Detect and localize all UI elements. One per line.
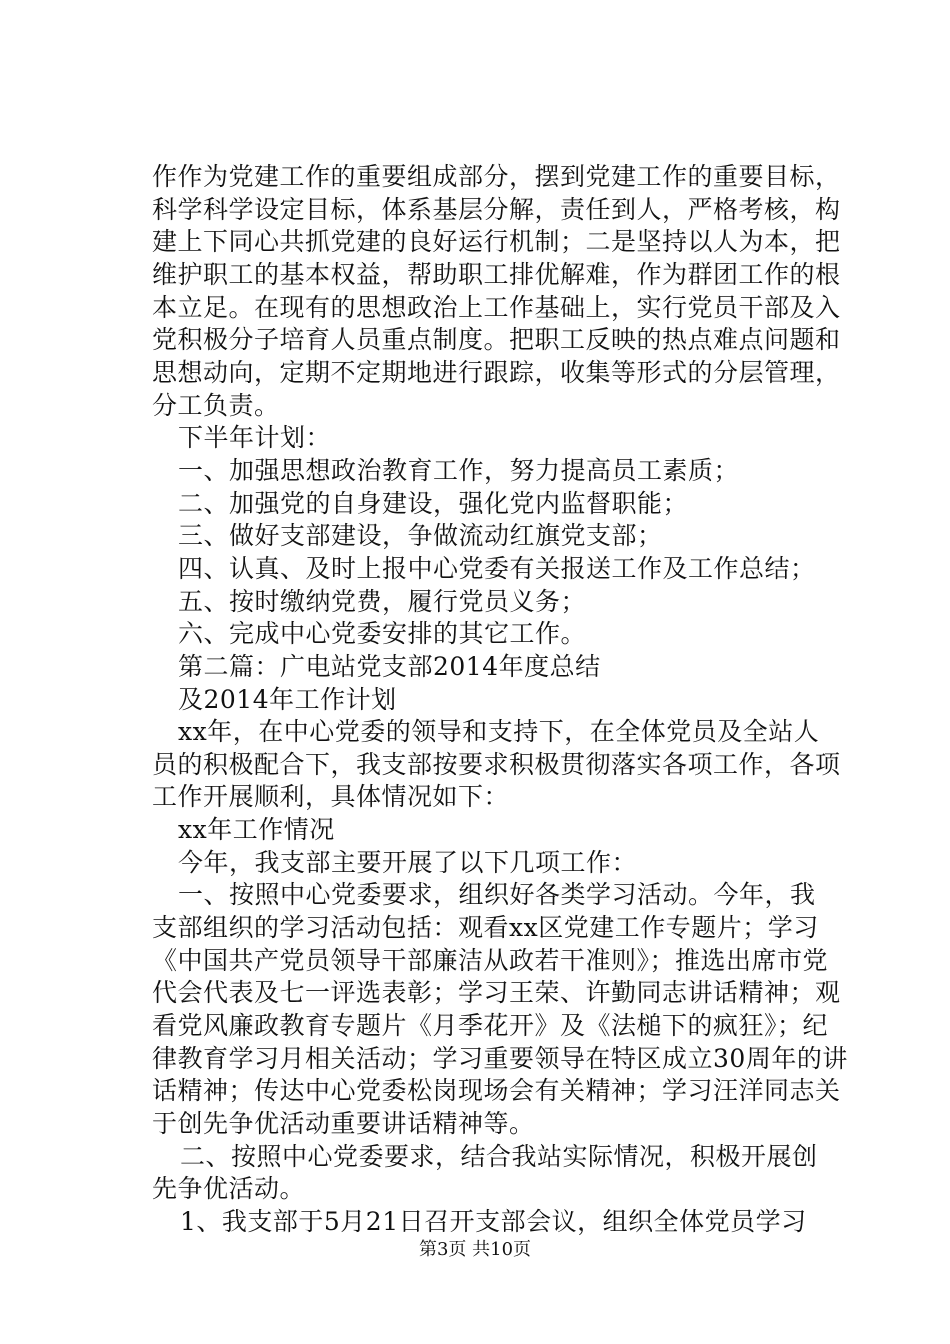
text-line: 作作为党建工作的重要组成部分，摆到党建工作的重要目标， bbox=[152, 162, 841, 191]
text-line: 本立足。在现有的思想政治上工作基础上，实行党员干部及入 bbox=[152, 293, 841, 322]
text-line: 建上下同心共抓党建的良好运行机制；二是坚持以人为本，把 bbox=[152, 227, 841, 256]
text-line: 先争优活动。 bbox=[152, 1174, 306, 1203]
text-line: 一、按照中心党委要求，组织好各类学习活动。今年，我 bbox=[178, 880, 816, 909]
text-line: xx年，在中心党委的领导和支持下，在全体党员及全站人 bbox=[178, 717, 820, 746]
text-line: 《中国共产党员领导干部廉洁从政若干准则》；推选出席市党 bbox=[152, 946, 829, 975]
text-line: 代会代表及七一评选表彰；学习王荣、许勤同志讲话精神；观 bbox=[152, 978, 841, 1007]
list-item: 一、加强思想政治教育工作，努力提高员工素质； bbox=[178, 456, 740, 485]
text-line: 党积极分子培育人员重点制度。把职工反映的热点难点问题和 bbox=[152, 325, 841, 354]
text-line: 看党风廉政教育专题片《月季花开》及《法槌下的疯狂》；纪 bbox=[152, 1011, 829, 1040]
text-line: 支部组织的学习活动包括：观看xx区党建工作专题片；学习 bbox=[152, 913, 819, 942]
chapter-title: 及2014年工作计划 bbox=[178, 685, 397, 714]
text-line: 工作开展顺利，具体情况如下： bbox=[152, 782, 510, 811]
text-line: 1、我支部于5月21日召开支部会议，组织全体党员学习 bbox=[180, 1207, 807, 1236]
text-line: 维护职工的基本权益，帮助职工排优解难，作为群团工作的根 bbox=[152, 260, 841, 289]
text-line: 二、按照中心党委要求，结合我站实际情况，积极开展创 bbox=[180, 1142, 818, 1171]
chapter-title: 第二篇：广电站党支部2014年度总结 bbox=[178, 652, 601, 681]
list-item: 三、做好支部建设，争做流动红旗党支部； bbox=[178, 521, 663, 550]
text-line: 思想动向，定期不定期地进行跟踪，收集等形式的分层管理， bbox=[152, 358, 841, 387]
page-number-footer: 第3页 共10页 bbox=[418, 1239, 532, 1260]
text-line: 话精神；传达中心党委松岗现场会有关精神；学习汪洋同志关 bbox=[152, 1076, 841, 1105]
text-line: 今年，我支部主要开展了以下几项工作： bbox=[178, 848, 638, 877]
text-line: 员的积极配合下，我支部按要求积极贯彻落实各项工作，各项 bbox=[152, 750, 841, 779]
list-item: 二、加强党的自身建设，强化党内监督职能； bbox=[178, 489, 689, 518]
text-line: 于创先争优活动重要讲话精神等。 bbox=[152, 1109, 535, 1138]
text-line: 科学科学设定目标，体系基层分解，责任到人，严格考核，构 bbox=[152, 195, 841, 224]
list-item: 六、完成中心党委安排的其它工作。 bbox=[178, 619, 587, 648]
section-heading: 下半年计划： bbox=[178, 423, 332, 452]
list-item: 四、认真、及时上报中心党委有关报送工作及工作总结； bbox=[178, 554, 816, 583]
list-item: 五、按时缴纳党费，履行党员义务； bbox=[178, 587, 587, 616]
section-heading: xx年工作情况 bbox=[178, 815, 335, 844]
text-line: 律教育学习月相关活动；学习重要领导在特区成立30周年的讲 bbox=[152, 1044, 848, 1073]
text-line: 分工负责。 bbox=[152, 391, 280, 420]
